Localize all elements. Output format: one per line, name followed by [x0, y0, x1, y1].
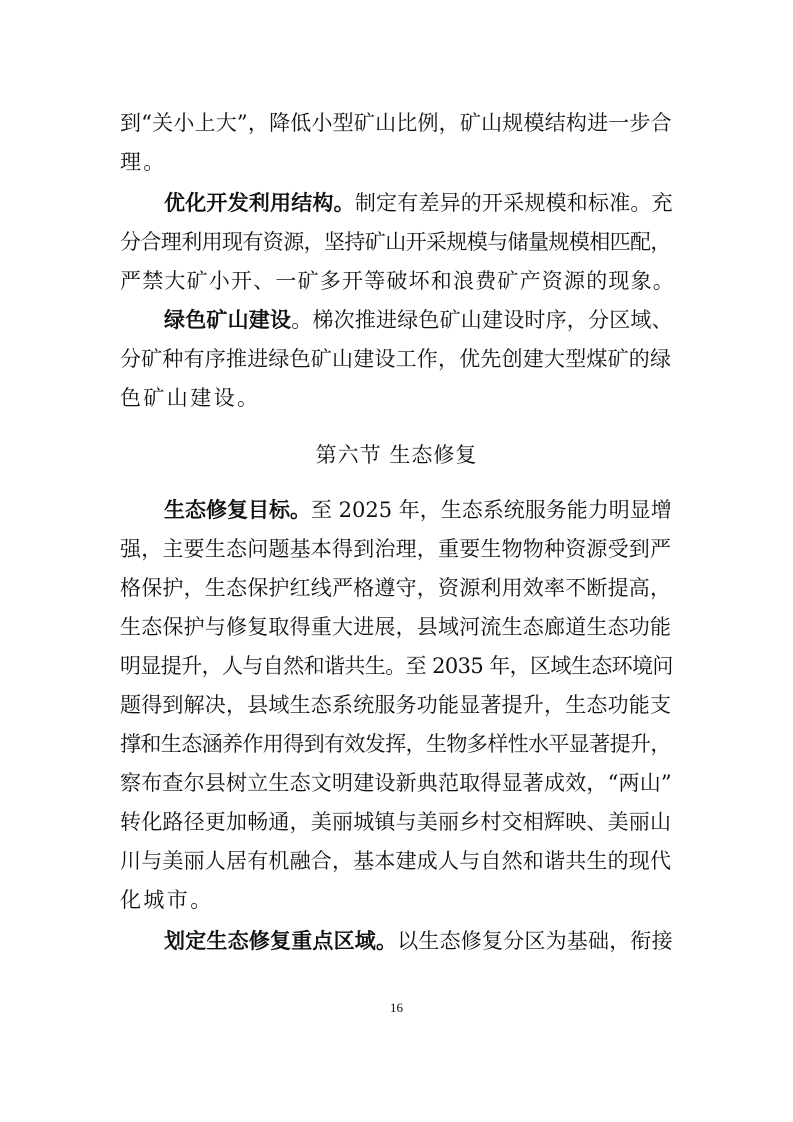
paragraph-4-line-9: 转化路径更加畅通，美丽城镇与美丽乡村交相辉映、美丽山	[120, 810, 672, 834]
paragraph-1-line-1: 到“关小上大”，降低小型矿山比例，矿山规模结构进一步合	[120, 111, 672, 135]
paragraph-4-line-3: 格保护，生态保护红线严格遵守，资源利用效率不断提高，	[120, 576, 672, 600]
paragraph-4-line-6: 题得到解决，县域生态系统服务功能显著提升，生态功能支	[120, 693, 672, 717]
paragraph-4-line-4: 生态保护与修复取得重大进展，县域河流生态廊道生态功能	[120, 615, 672, 639]
paragraph-2-line-3: 严禁大矿小开、一矿多开等破坏和浪费矿产资源的现象。	[120, 269, 675, 293]
paragraph-4-line-1	[164, 497, 672, 523]
paragraph-2-line-1-text: 制定有差异的开采规模和标准。充	[354, 191, 673, 215]
paragraph-4-line-2: 强，主要生态问题基本得到治理，重要生物物种资源受到严	[120, 537, 672, 561]
paragraph-3-line-3: 色矿山建设。	[120, 386, 261, 410]
paragraph-3-line-1-text: 。梯次推进绿色矿山建设时序，分区域、	[291, 308, 673, 332]
paragraph-2-bold-lead: 优化开发利用结构。	[164, 191, 355, 215]
paragraph-5-bold-lead: 划定生态修复重点区域。	[164, 929, 398, 953]
paragraph-4-line-8: 察布查尔县树立生态文明建设新典范取得显著成效，“两山”	[120, 771, 672, 795]
paragraph-4-bold-lead: 生态修复目标。	[164, 498, 311, 522]
page-number: 16	[390, 1000, 403, 1015]
paragraph-3-line-2: 分矿种有序推进绿色矿山建设工作，优先创建大型煤矿的绿	[120, 347, 672, 371]
paragraph-4-line-10: 川与美丽人居有机融合，基本建成人与自然和谐共生的现代	[120, 849, 672, 873]
paragraph-5-line-1	[164, 928, 673, 954]
paragraph-2-line-1	[164, 190, 673, 216]
paragraph-4-line-5: 明显提升，人与自然和谐共生。至 2035 年，区域生态环境问	[120, 654, 673, 678]
paragraph-2-line-2: 分合理利用现有资源，坚持矿山开采规模与储量规模相匹配，	[120, 230, 671, 254]
section-heading: 第六节 生态修复	[315, 443, 478, 467]
paragraph-3-line-1	[164, 307, 673, 333]
paragraph-4-line-1-text: 至 2025 年，生态系统服务能力明显增	[311, 498, 672, 522]
paragraph-4-line-7: 撑和生态涵养作用得到有效发挥，生物多样性水平显著提升，	[120, 732, 671, 756]
paragraph-1-line-2: 理。	[120, 150, 167, 174]
paragraph-5-line-1-text: 以生态修复分区为基础，衔接	[397, 929, 673, 953]
paragraph-4-line-11: 化城市。	[120, 888, 214, 912]
paragraph-3-bold-lead: 绿色矿山建设	[164, 308, 292, 332]
